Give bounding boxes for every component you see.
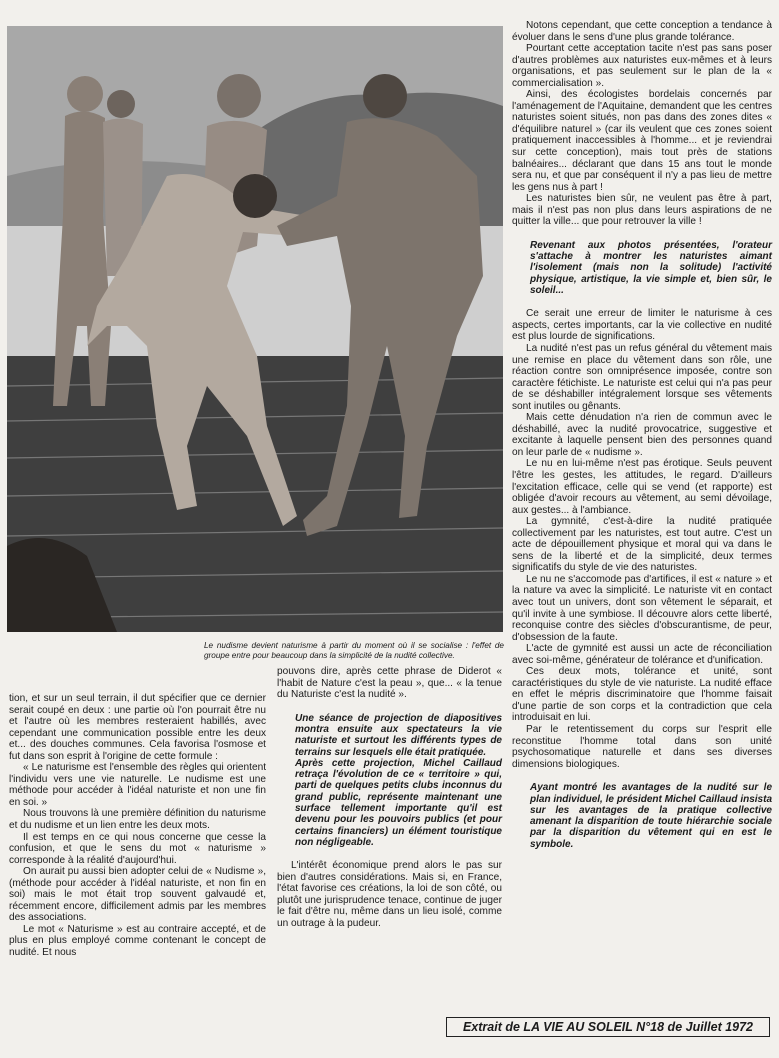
paragraph: Nous trouvons là une première définition du naturisme et du nudisme et un lien entre les deux mots. xyxy=(9,808,266,832)
middle-column-text xyxy=(277,666,502,929)
paragraph: Après cette projection, Michel Caillaud retraça l'évolution de ce « territoire » qui, parti de quelques petits clubs inconnus du grand public, représente maintenant une surface tellement importante qu'il est devenu pour les pouvoirs publics (et pour certains financiers) un élément touristique non négligeable. xyxy=(295,757,502,848)
paragraph: La gymnité, c'est-à-dire la nudité pratiquée collectivement par les naturistes, est tout autre. C'est un acte de dépouillement physique et moral qui va dans le sens de la liberté et de la simplicité, deux termes significatifs du style de vie des naturistes. xyxy=(512,516,772,574)
paragraph: pouvons dire, après cette phrase de Diderot « l'habit de Nature c'est la peau », que... « la tenue du Naturiste c'est la nudité ». xyxy=(277,666,502,701)
paragraph: On aurait pu aussi bien adopter celui de « Nudisme », (méthode pour accéder à l'idéal naturiste, et non fin en soi) mais le mot était trop souvent galvaudé et, récemment encore, difficilement admis par les membres des associations. xyxy=(9,866,266,924)
paragraph: La nudité n'est pas un refus général du vêtement mais une remise en place du vêtement dans son rôle, une réaction contre son omniprésence imposée, contre son caractère fétichiste. Le naturiste est celui qui n'a pas peur de se déshabiller intégralement lorsque ses vêtements sont inutiles ou gênants. xyxy=(512,342,772,412)
paragraph: Le nu ne s'accomode pas d'artifices, il est « nature » et la nature va avec la simplicité. Le naturiste vit en contact avec tout un univers, dont son vêtement le séparait, et qu'il invite à une symbiose. Il découvre alors cette liberté, reconquise contre des siècles d'obscurantisme, de peur, d'obsession de la faute. xyxy=(512,573,772,643)
paragraph: Notons cependant, que cette conception a tendance à évoluer dans le sens d'une plus grande tolérance. xyxy=(512,20,772,43)
paragraph: tion, et sur un seul terrain, il dut spécifier que ce dernier serait coupé en deux : une partie où l'on pourrait être nu et l'autre où les membres resteraient habillés, avec cependant une communication possible entre les deux et... des douches communes. Cela favorisa l'osmose et fut dans son esprit à l'origine de cette formule : xyxy=(9,693,266,762)
photo-illustration xyxy=(7,26,503,632)
paragraph: L'intérêt économique prend alors le pas sur bien d'autres considérations. Mais si, en France, l'état favorise ces créations, la loi de son côté, ou plutôt une jurisprudence tenace, continue de juger le fait d'être nu, même dans un lieu isolé, comme un outrage à la pudeur. xyxy=(277,860,502,929)
source-footer: Extrait de LA VIE AU SOLEIL N°18 de Juillet 1972 xyxy=(446,1017,770,1037)
paragraph: Ces deux mots, tolérance et unité, sont caractéristiques du style de vie naturiste. La nudité efface en effet le mépris discriminatoire que l'homme faisait d'une partie de son corps et la contradiction que cela introduisait en lui. xyxy=(512,666,772,724)
left-column-text xyxy=(9,693,266,959)
paragraph: Les naturistes bien sûr, ne veulent pas être à part, mais il n'est pas non plus dans leurs aspirations de ne quitter la ville... que pour retrouver la ville ! xyxy=(512,193,772,228)
paragraph: Pourtant cette acceptation tacite n'est pas sans poser d'autres problèmes aux naturistes eux-mêmes et à leurs organisations, et pas seulement sur le plan de la « commercialisation ». xyxy=(512,43,772,89)
paragraph: Une séance de projection de diapositives montra ensuite aux spectateurs la vie naturiste et surtout les différents types de terrains sur lesquels elle était pratiquée. xyxy=(295,712,502,758)
paragraph: Ayant montré les avantages de la nudité sur le plan individuel, le président Michel Caillaud insista sur les avantages de la pratique collective amenant la disparition de toute hiérarchie sociale par la disparition du vêtement qui en est le symbole. xyxy=(530,782,772,850)
paragraph: Le nu en lui-même n'est pas érotique. Seuls peuvent l'être les gestes, les attitudes, le regard. D'ailleurs l'excitation efficace, celle qui se vend (et rapporte) est obligée d'avoir recours au vêtement, au semi dévoilage, aux gestes... à l'ambiance. xyxy=(512,458,772,516)
paragraph: Ainsi, des écologistes bordelais concernés par l'aménagement de l'Aquitaine, demandent que les centres naturistes soient situés, non pas dans des zones dites « d'équilibre naturel » (car ils veulent que ces zones soient pratiquement inaccessibles à l'homme... et je reviendrai sur cette conception), mais tout près de stations balnéaires... déclarant que dans 15 ans tout le monde sera nu, et que par conséquent il n'y a pas lieu de mettre les gens nus à part ! xyxy=(512,89,772,193)
paragraph: Il est temps en ce qui nous concerne que cesse la confusion, et que le sens du mot « naturisme » corresponde à la réalité d'aujourd'hui. xyxy=(9,831,266,866)
group-photo xyxy=(7,26,503,632)
paragraph: Le mot « Naturisme » est au contraire accepté, et de plus en plus employé comme contenant le concept de nudité. Et nous xyxy=(9,923,266,959)
paragraph: L'acte de gymnité est aussi un acte de réconciliation avec soi-même, générateur de tolérance et d'unification. xyxy=(512,643,772,666)
paragraph: Par le retentissement du corps sur l'esprit elle reconstitue l'homme total dans son unité psychosomatique naturelle et dans ses diverses dimensions biologiques. xyxy=(512,724,772,770)
paragraph: Ce serait une erreur de limiter le naturisme à ces aspects, certes importants, car la vie collective en nudité est plus lourde de significations. xyxy=(512,308,772,343)
paragraph: Revenant aux photos présentées, l'orateur s'attache à montrer les naturistes aimant l'isolement (mais non la solitude) l'activité physique, artistique, la vie simple et, bien sûr, le soleil... xyxy=(530,239,772,297)
right-column-text xyxy=(512,20,772,850)
paragraph: « Le naturisme est l'ensemble des règles qui orientent l'individu vers une vie naturelle. Le nudisme est une méthode pour accéder à l'idéal naturiste et non une fin en soi. » xyxy=(9,762,266,808)
paragraph: Mais cette dénudation n'a rien de commun avec le déshabillé, avec la nudité provocatrice, suggestive et excitante à laquelle pensent bien des personnes quand on leur parle de « nudisme ». xyxy=(512,412,772,458)
photo-caption: Le nudisme devient naturisme à partir du moment où il se socialise : l'effet de groupe entre pour beaucoup dans la simplicité de la nudité collective. xyxy=(204,641,504,660)
